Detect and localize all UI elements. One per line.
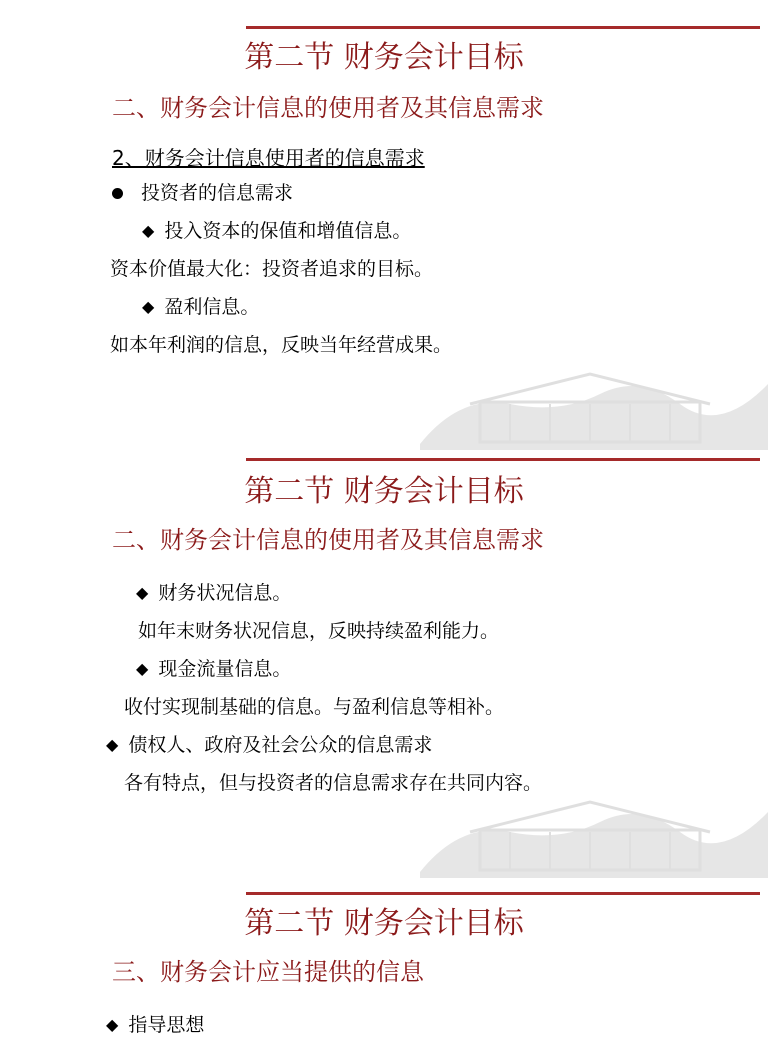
slide-subtitle: 二、财务会计信息的使用者及其信息需求 [112,94,544,122]
title-rule [246,458,760,461]
title-rule [246,26,760,29]
sub-bullet-item: ◆ 盈利信息。 [142,296,260,318]
slide-2 [0,432,768,864]
diamond-icon: ◆ [142,221,155,240]
sub-bullet-item: ◆ 现金流量信息。 [136,658,292,680]
title-rule [246,892,760,895]
diamond-icon: ◆ [106,1015,119,1034]
bullet-item: 投资者的信息需求 [112,178,293,205]
text-line: 各有特点，但与投资者的信息需求存在共同内容。 [124,772,543,794]
diamond-icon: ◆ [136,583,149,602]
text-line: 资本价值最大化：投资者追求的目标。 [110,258,434,280]
section-heading: 2、财务会计信息使用者的信息需求 [112,146,425,170]
slide-title: 第二节 财务会计目标 [244,474,524,509]
text-line: 如本年利润的信息，反映当年经营成果。 [110,334,453,356]
filled-circle-icon [112,188,123,199]
slide-subtitle: 二、财务会计信息的使用者及其信息需求 [112,526,544,554]
slide-3 [0,864,768,1036]
slide-title: 第二节 财务会计目标 [244,906,524,941]
slide-1 [0,0,768,432]
sub-bullet-item: ◆ 指导思想 [106,1014,205,1036]
text-line: 如年末财务状况信息，反映持续盈利能力。 [138,620,500,642]
slide-subtitle: 三、财务会计应当提供的信息 [112,958,424,986]
sub-bullet-item: ◆ 投入资本的保值和增值信息。 [142,220,412,242]
diamond-icon: ◆ [106,735,119,754]
sub-bullet-item: ◆ 财务状况信息。 [136,582,292,604]
diamond-icon: ◆ [142,297,155,316]
slide-title: 第二节 财务会计目标 [244,40,524,75]
text-line: 收付实现制基础的信息。与盈利信息等相补。 [124,696,505,718]
diamond-icon: ◆ [136,659,149,678]
sub-bullet-item: ◆ 债权人、政府及社会公众的信息需求 [106,734,433,756]
